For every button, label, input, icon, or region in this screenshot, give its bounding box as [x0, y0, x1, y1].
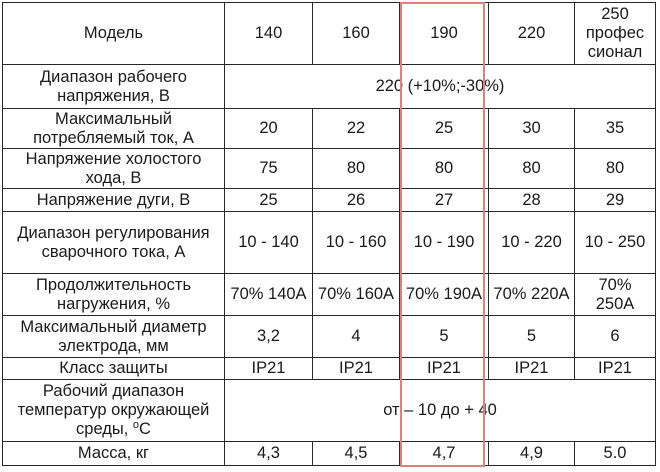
value: 80: [522, 159, 541, 177]
model-cell-250: [575, 3, 656, 65]
value-cell: [489, 189, 575, 212]
model-140: 140: [254, 24, 283, 42]
param-label-text: Продолжительность нагружения, %: [35, 275, 192, 313]
value: 20: [259, 119, 278, 137]
value-cell: [575, 149, 656, 189]
value-cell: [313, 442, 400, 466]
value: IP21: [427, 359, 461, 377]
value: 25: [434, 119, 454, 137]
value-cell: [575, 212, 656, 274]
value: 6: [610, 327, 620, 345]
model-220: 220: [517, 24, 546, 42]
value-cell: [313, 274, 400, 316]
row-duty-cycle: [3, 274, 656, 316]
value: 70% 220А: [493, 285, 570, 303]
value-cell: [225, 274, 313, 316]
value-cell: [313, 109, 400, 149]
value: 10 - 250: [584, 233, 646, 251]
value: 70% 160А: [317, 285, 395, 303]
value: 35: [605, 119, 625, 137]
row-voltage-range: [3, 65, 656, 109]
value: 4,9: [520, 444, 543, 462]
param-label-text: Диапазон рабочего напряжения, В: [40, 67, 187, 105]
value: 80: [346, 159, 366, 177]
model-250: 250 профес сионал: [585, 5, 645, 61]
merged-value-cell: [225, 380, 656, 442]
param-label: [3, 358, 225, 380]
model-cell-140: [225, 3, 313, 65]
model-160: 160: [342, 24, 370, 42]
value: 4: [351, 327, 361, 345]
value-cell: [400, 149, 489, 189]
header-label: Модель: [83, 24, 144, 42]
param-label: [3, 274, 225, 316]
param-label-text: Класс защиты: [59, 359, 168, 377]
specifications-table: [2, 2, 656, 466]
value: IP21: [251, 359, 286, 377]
value: 4,5: [344, 444, 368, 462]
value-cell: [225, 358, 313, 380]
value: 5: [439, 327, 449, 345]
param-label-unit: С: [139, 420, 151, 438]
value-cell: [313, 212, 400, 274]
value-cell: [489, 442, 575, 466]
value: 25: [259, 190, 278, 209]
param-label: [3, 65, 225, 109]
param-label: [3, 109, 225, 149]
row-open-circuit-voltage: [3, 149, 656, 189]
merged-value-cell: [225, 65, 656, 109]
row-protection-class: [3, 358, 656, 380]
model-190: 190: [430, 24, 458, 42]
model-cell-160: [313, 3, 400, 65]
value-cell: [575, 316, 656, 358]
merged-value: 220 (+10%;-30%): [375, 77, 505, 95]
param-label: [3, 442, 225, 466]
value: 10 - 160: [325, 233, 387, 251]
header-label-cell: [3, 3, 225, 65]
value-cell: [400, 109, 489, 149]
value-cell: [313, 149, 400, 189]
param-label: [3, 380, 225, 442]
value: 4,7: [432, 444, 456, 462]
header-row: [3, 3, 656, 65]
row-electrode-diameter: [3, 316, 656, 358]
model-cell-220: [489, 3, 575, 65]
degree-sup: о: [132, 419, 140, 431]
param-label-text: Напряжение дуги, В: [36, 190, 191, 209]
row-temperature-range: [3, 380, 656, 442]
value: 22: [346, 119, 366, 137]
value: IP21: [514, 359, 549, 377]
value-cell: [489, 109, 575, 149]
value: 5: [526, 327, 537, 345]
value: 26: [346, 190, 366, 209]
value-cell: [575, 109, 656, 149]
param-label-text: Напряжение холостого хода, В: [25, 149, 202, 187]
row-max-current: [3, 109, 656, 149]
value: 4,3: [257, 444, 280, 462]
value: 27: [434, 190, 454, 209]
value-cell: [225, 316, 313, 358]
param-label-text: Максимальный потребляемый ток, А: [33, 109, 194, 147]
param-label: [3, 212, 225, 274]
value-cell: [489, 149, 575, 189]
value-cell: [400, 358, 489, 380]
value-cell: [400, 212, 489, 274]
param-label-text: Рабочий диапазон температур окружающей среды,: [17, 382, 210, 438]
param-label-text: Диапазон регулирования сварочного тока, А: [17, 223, 210, 261]
value-cell: [225, 149, 313, 189]
row-mass: [3, 442, 656, 466]
value-cell: [313, 316, 400, 358]
value-cell: [225, 212, 313, 274]
value: 3,2: [257, 327, 280, 345]
value-cell: [489, 212, 575, 274]
value: 80: [434, 159, 454, 177]
value-cell: [400, 316, 489, 358]
param-label: [3, 149, 225, 189]
value-cell: [575, 189, 656, 212]
value-cell: [400, 189, 489, 212]
value: 70% 140А: [230, 285, 307, 303]
param-label-text: Масса, кг: [77, 444, 150, 462]
value: IP21: [598, 359, 632, 377]
value-cell: [575, 358, 656, 380]
value-cell: [313, 358, 400, 380]
value: 10 - 190: [413, 233, 475, 251]
value: 75: [259, 159, 278, 177]
value: 70% 190А: [405, 285, 483, 303]
row-arc-voltage: [3, 189, 656, 212]
value: 5.0: [603, 444, 627, 462]
value-cell: [400, 442, 489, 466]
value: 10 - 140: [238, 233, 299, 251]
value-cell: [575, 442, 656, 466]
model-cell-190: [400, 3, 489, 65]
value-cell: [313, 189, 400, 212]
value-cell: [225, 442, 313, 466]
value: 30: [522, 119, 541, 137]
value-cell: [225, 109, 313, 149]
value: 70% 250А: [595, 275, 635, 313]
value: 28: [522, 190, 541, 209]
value-cell: [400, 274, 489, 316]
value-cell: [489, 316, 575, 358]
merged-value: от – 10 до + 40: [383, 401, 497, 419]
value-cell: [489, 358, 575, 380]
param-label: [3, 189, 225, 212]
value-cell: [575, 274, 656, 316]
value: 29: [605, 190, 625, 209]
value-cell: [489, 274, 575, 316]
value: 10 - 220: [501, 233, 562, 251]
param-label: [3, 316, 225, 358]
value: 80: [605, 159, 625, 177]
value-cell: [225, 189, 313, 212]
param-label-text: Максимальный диаметр электрода, мм: [20, 317, 207, 355]
row-welding-current-range: [3, 212, 656, 274]
value: IP21: [339, 359, 373, 377]
